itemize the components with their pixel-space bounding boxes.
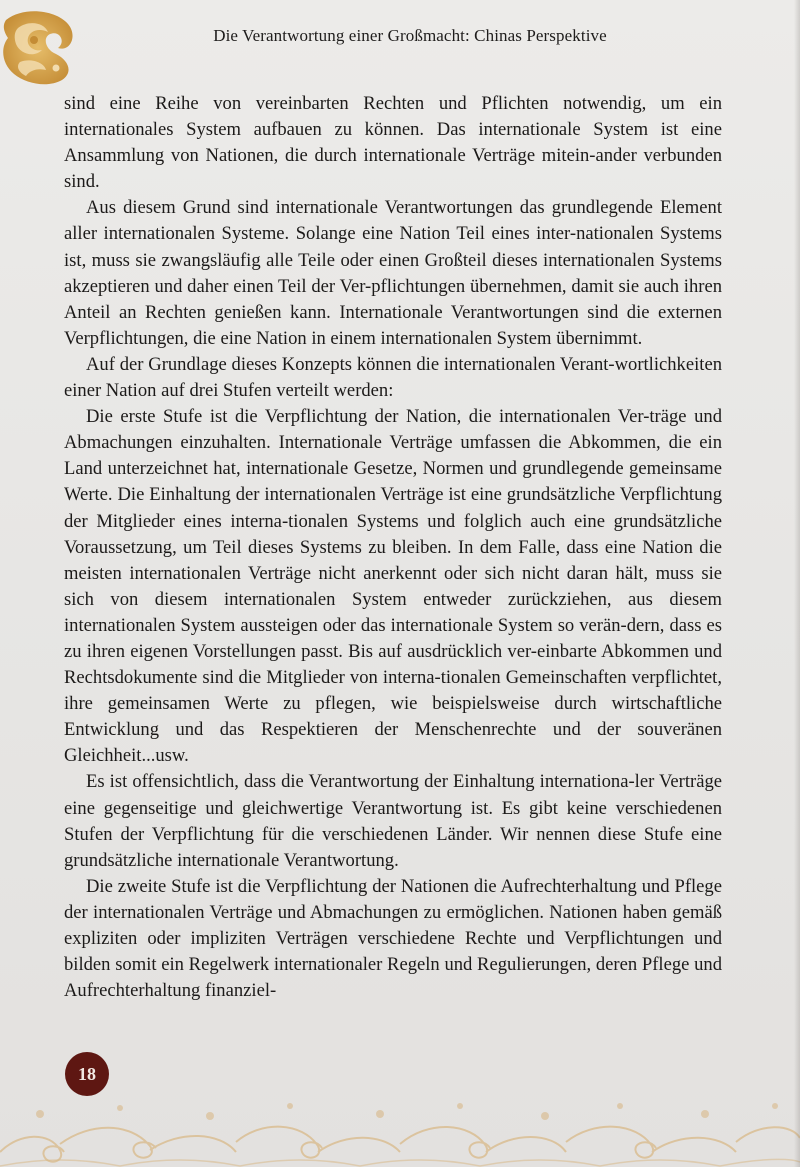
paragraph-continuation: sind eine Reihe von vereinbarten Rechten und Pflichten notwendig, um ein internationales System aufbauen zu können. Das internationale System ist eine Ansammlung von Nationen, die durch internationale Verträge mitein-ander verbunden sind. xyxy=(64,93,722,193)
cloud-scroll-ornament-icon xyxy=(0,8,78,86)
wave-pattern-ornament-icon xyxy=(0,1092,800,1167)
paragraph: Die erste Stufe ist die Verpflichtung der Nation, die internationalen Ver-träge und Abmachungen einzuhalten. Internationale Verträge umfassen die Abkommen, die ein Land unterzeichnet hat, internationale Gesetze, Normen und grundlegende gemeinsame Werte. Die Einhaltung der internationalen Verträge ist eine grundsätzliche Verpflichtung der Mitglieder eines interna-tionalen Systems und folglich auch eine grundsätzliche Voraussetzung, um Teil dieses Systems zu bleiben. In dem Falle, dass eine Nation die meisten internationalen Verträge nicht anerkennt oder sich nicht daran hält, muss sie sich von diesem internationalen System entweder zurückziehen, aus diesem internationalen System aussteigen oder das internationale System so verän-dern, dass es zu ihren eigenen Vorstellungen passt. Bis auf ausdrücklich ver-einbarte Abkommen und Rechtsdokumente sind die Mitglieder von interna-tionalen Gemeinschaften verpflichtet, ihre gemeinsamen Werte zu pflegen, wie beispielsweise durch wirtschaftliche Entwicklung und das Respektieren der Menschenrechte und der souveränen Gleichheit...usw. xyxy=(64,406,722,767)
page-number-badge: 18 xyxy=(65,1052,109,1096)
running-header-title: Die Verantwortung einer Großmacht: Chinas Perspektive xyxy=(213,26,607,45)
paragraph: Auf der Grundlage dieses Konzepts können die internationalen Verant-wortlichkeiten einer Nation auf drei Stufen verteilt werden: xyxy=(64,353,722,402)
paragraph: Die zweite Stufe ist die Verpflichtung der Nationen die Aufrechterhaltung und Pflege der internationalen Verträge und Abmachungen zu ermöglichen. Nationen haben gemäß expliziten oder impliziten Verträgen verschiedene Rechte und Verpflichtungen und bilden somit ein Regelwerk internationaler Regeln und Regulierungen, deren Pflege und Aufrechterhaltung finanziel- xyxy=(64,875,722,1002)
body-text xyxy=(64,91,722,1004)
paragraph: Es ist offensichtlich, dass die Verantwortung der Einhaltung internationa-ler Verträge eine gegenseitige und gleichwertige Verantwortung ist. Es gibt keine verschiedenen Stufen der Verpflichtung für die verschiedenen Länder. Wir nennen diese Stufe eine grundsätzliche internationale Verantwortung. xyxy=(64,771,722,871)
paragraph: Aus diesem Grund sind internationale Verantwortungen das grundlegende Element aller internationalen Systeme. Solange eine Nation Teil eines inter-nationalen Systems ist, muss sie zwangsläufig alle Teile oder einen Großteil dieses internationalen Systems akzeptieren und daher einen Teil der Ver-pflichtungen übernehmen, damit sie auch ihren Anteil an Rechten genießen kann. Internationale Verantwortungen sind die externen Verpflichtungen, die eine Nation in einem internationalen System übernimmt. xyxy=(64,197,722,349)
page-edge-shadow xyxy=(794,0,800,1167)
